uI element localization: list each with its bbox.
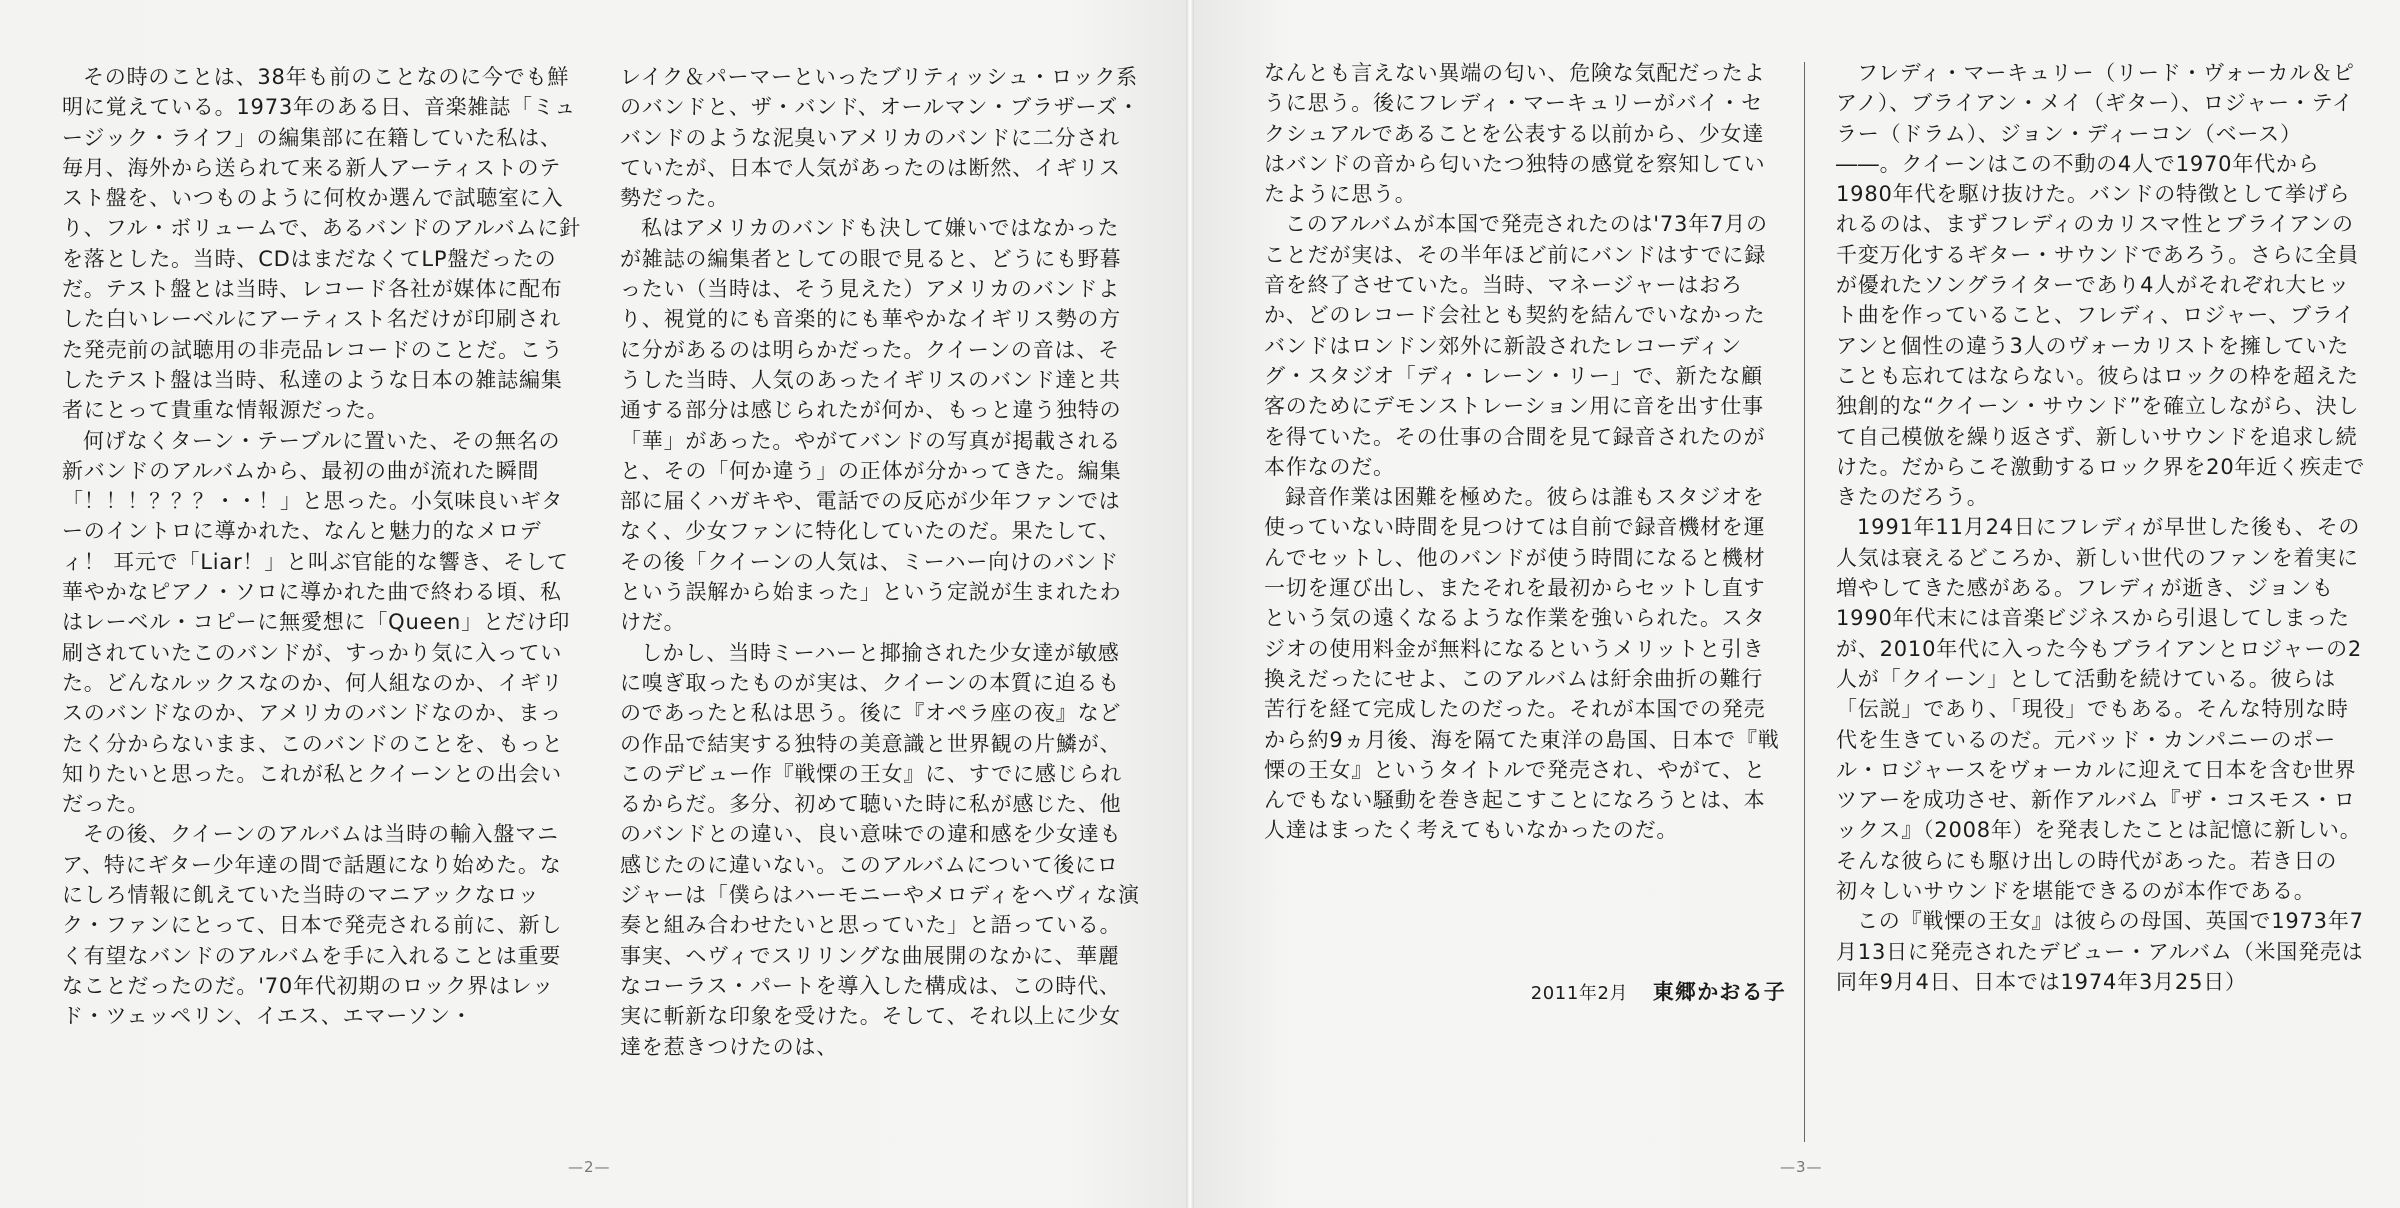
paragraph: その後、クイーンのアルバムは当時の輸入盤マニア、特にギター少年達の間で話題になり始めた。なにしろ情報に飢えていた当時のマニアックなロック・ファンにとって、日本で発売される前に、新しく有望なバンドのアルバムを手に入れることは重要なことだったのだ。'70年代初期のロック界はレッド・ツェッペリン、イエス、エマーソン・	[62, 822, 563, 1029]
text-column-3	[1264, 58, 1784, 846]
paragraph: 何げなくターン・テーブルに置いた、その無名の新バンドのアルバムから、最初の曲が流れた瞬間「！！！？？？・・！」と思った。小気味良いギターのイントロに導かれた、なんと魅力的なメロディ！ 耳元で「Liar！」と叫ぶ官能的な響き、そして華やかなピアノ・ソロに導かれた曲で終わる頃、私はレーベル・コピーに無愛想に「Queen」とだけ印刷されていたこのバンドが、すっかり気に入っていた。どんなルックスなのか、何人組なのか、イギリスのバンドなのか、アメリカのバンドなのか、まったく分からないまま、このバンドのことを、もっと知りたいと思った。これが私とクイーンとの出会いだった。	[62, 428, 571, 817]
column-divider	[1804, 62, 1805, 1142]
left-page	[0, 0, 1186, 1208]
paragraph: 1991年11月24日にフレディが早世した後も、その人気は衰えるどころか、新しい世代のファンを着実に増やしてきた感がある。フレディが逝き、ジョンも1990年代末には音楽ビジネスから引退してしまったが、2010年代に入った今もブライアンとロジャーの2人が「クイーン」として活動を続けている。彼らは「伝説」であり、「現役」でもある。そんな特別な時代を生きているのだ。元バッド・カンパニーのポール・ロジャースをヴォーカルに迎えて日本を含む世界ツアーを成功させ、新作アルバム『ザ・コスモス・ロックス』（2008年）を発表したことは記憶に新しい。そんな彼らにも駆け出しの時代があった。若き日の初々しいサウンドを堪能できるのが本作である。	[1836, 515, 2363, 904]
page-number: —3—	[1780, 1158, 1823, 1176]
paragraph: フレディ・マーキュリー（リード・ヴォーカル＆ピアノ）、ブライアン・メイ（ギター）、ロジャー・テイラー（ドラム）、ジョン・ディーコン（ベース）――。クイーンはこの不動の4人で1970年代から1980年代を駆け抜けた。バンドの特徴として挙げられるのは、まずフレディのカリスマ性とブライアンの千変万化するギター・サウンドであろう。さらに全員が優れたソングライターであり4人がそれぞれ大ヒット曲を作っていること、フレディ、ロジャー、ブライアンと個性の違う3人のヴォーカリストを擁していたことも忘れてはならない。彼らはロックの枠を超えた独創的な“クイーン・サウンド”を確立しながら、決して自己模倣を繰り返さず、新しいサウンドを追求し続けた。だからこそ激動するロック界を20年近く疾走できたのだろう。	[1836, 61, 2366, 510]
text-column-2	[620, 62, 1140, 1062]
paragraph: その時のことは、38年も前のことなのに今でも鮮明に覚えている。1973年のある日、音楽雑誌「ミュージック・ライフ」の編集部に在籍していた私は、毎月、海外から送られて来る新人アーティストのテスト盤を、いつものように何枚か選んで試聴室に入り、フル・ボリュームで、あるバンドのアルバムに針を落とした。当時、CDはまだなくてLP盤だったのだ。テスト盤とは当時、レコード各社が媒体に配布した白いレーベルにアーティスト名だけが印刷された発売前の試聴用の非売品レコードのことだ。こうしたテスト盤は当時、私達のような日本の雑誌編集者にとって貴重な情報源だった。	[62, 65, 581, 423]
right-page	[1194, 0, 2400, 1208]
paragraph: しかし、当時ミーハーと揶揄された少女達が敏感に嗅ぎ取ったものが実は、クイーンの本質に迫るものであったと私は思う。後に『オペラ座の夜』などの作品で結実する独特の美意識と世界観の片鱗が、このデビュー作『戦慄の王女』に、すでに感じられるからだ。多分、初めて聴いた時に私が感じた、他のバンドとの違い、良い意味での違和感を少女達も感じたのに違いない。このアルバムについて後にロジャーは「僕らはハーモニーやメロディをヘヴィな演奏と組み合わせたいと思っていた」と語っている。事実、ヘヴィでスリリングな曲展開のなかに、華麗なコーラス・パートを導入した構成は、この時代、実に斬新な印象を受けた。そして、それ以上に少女達を惹きつけたのは、	[620, 640, 1140, 1059]
text-column-1	[62, 62, 582, 1032]
signature	[1264, 976, 1786, 1006]
paragraph: このアルバムが本国で発売されたのは'73年7月のことだが実は、その半年ほど前にバンドはすでに録音を終了させていた。当時、マネージャーはおろか、どのレコード会社とも契約を結んでいなかったバンドはロンドン郊外に新設されたレコーディング・スタジオ「ディ・レーン・リー」で、新たな顧客のためにデモンストレーション用に音を出す仕事を得ていた。その仕事の合間を見て録音されたのが本作なのだ。	[1264, 212, 1768, 479]
paragraph: この『戦慄の王女』は彼らの母国、英国で1973年7月13日に発売されたデビュー・アルバム（米国発売は同年9月4日、日本では1974年3月25日）	[1836, 909, 2364, 994]
paragraph-continued: レイク＆パーマーといったブリティッシュ・ロック系のバンドと、ザ・バンド、オールマン・ブラザーズ・バンドのような泥臭いアメリカのバンドに二分されていたが、日本で人気があったのは断然、イギリス勢だった。	[620, 65, 1140, 211]
paragraph-continued: なんとも言えない異端の匂い、危険な気配だったように思う。後にフレディ・マーキュリーがバイ・セクシュアルであることを公表する以前から、少女達はバンドの音から匂いたつ独特の感覚を察知していたように思う。	[1264, 61, 1766, 207]
paragraph: 私はアメリカのバンドも決して嫌いではなかったが雑誌の編集者としての眼で見ると、どうにも野暮ったい（当時は、そう見えた）アメリカのバンドより、視覚的にも音楽的にも華やかなイギリス勢の方に分があるのは明らかだった。クイーンの音は、そうした当時、人気のあったイギリスのバンド達と共通する部分は感じられたが何か、もっと違う独特の「華」があった。やがてバンドの写真が掲載されると、その「何か違う」の正体が分かってきた。編集部に届くハガキや、電話での反応が少年ファンではなく、少女ファンに特化していたのだ。果たして、その後「クイーンの人気は、ミーハー向けのバンドという誤解から始まった」という定説が生まれたわけだ。	[620, 216, 1122, 635]
page-number: —2—	[568, 1158, 611, 1176]
page-gutter	[1186, 0, 1194, 1208]
signature-date: 2011年2月	[1530, 983, 1629, 1004]
text-column-4	[1836, 58, 2366, 997]
paragraph: 録音作業は困難を極めた。彼らは誰もスタジオを使っていない時間を見つけては自前で録音機材を運んでセットし、他のバンドが使う時間になると機材一切を運び出し、またそれを最初からセットし直すという気の遠くなるような作業を強いられた。スタジオの使用料金が無料になるというメリットと引き換えだったにせよ、このアルバムは紆余曲折の難行苦行を経て完成したのだった。それが本国での発売から約9ヵ月後、海を隔てた東洋の島国、日本で『戦慄の王女』というタイトルで発売され、やがて、とんでもない騒動を巻き起こすことになろうとは、本人達はまったく考えてもいなかったのだ。	[1264, 485, 1780, 843]
signature-author: 東郷かおる子	[1652, 980, 1786, 1004]
